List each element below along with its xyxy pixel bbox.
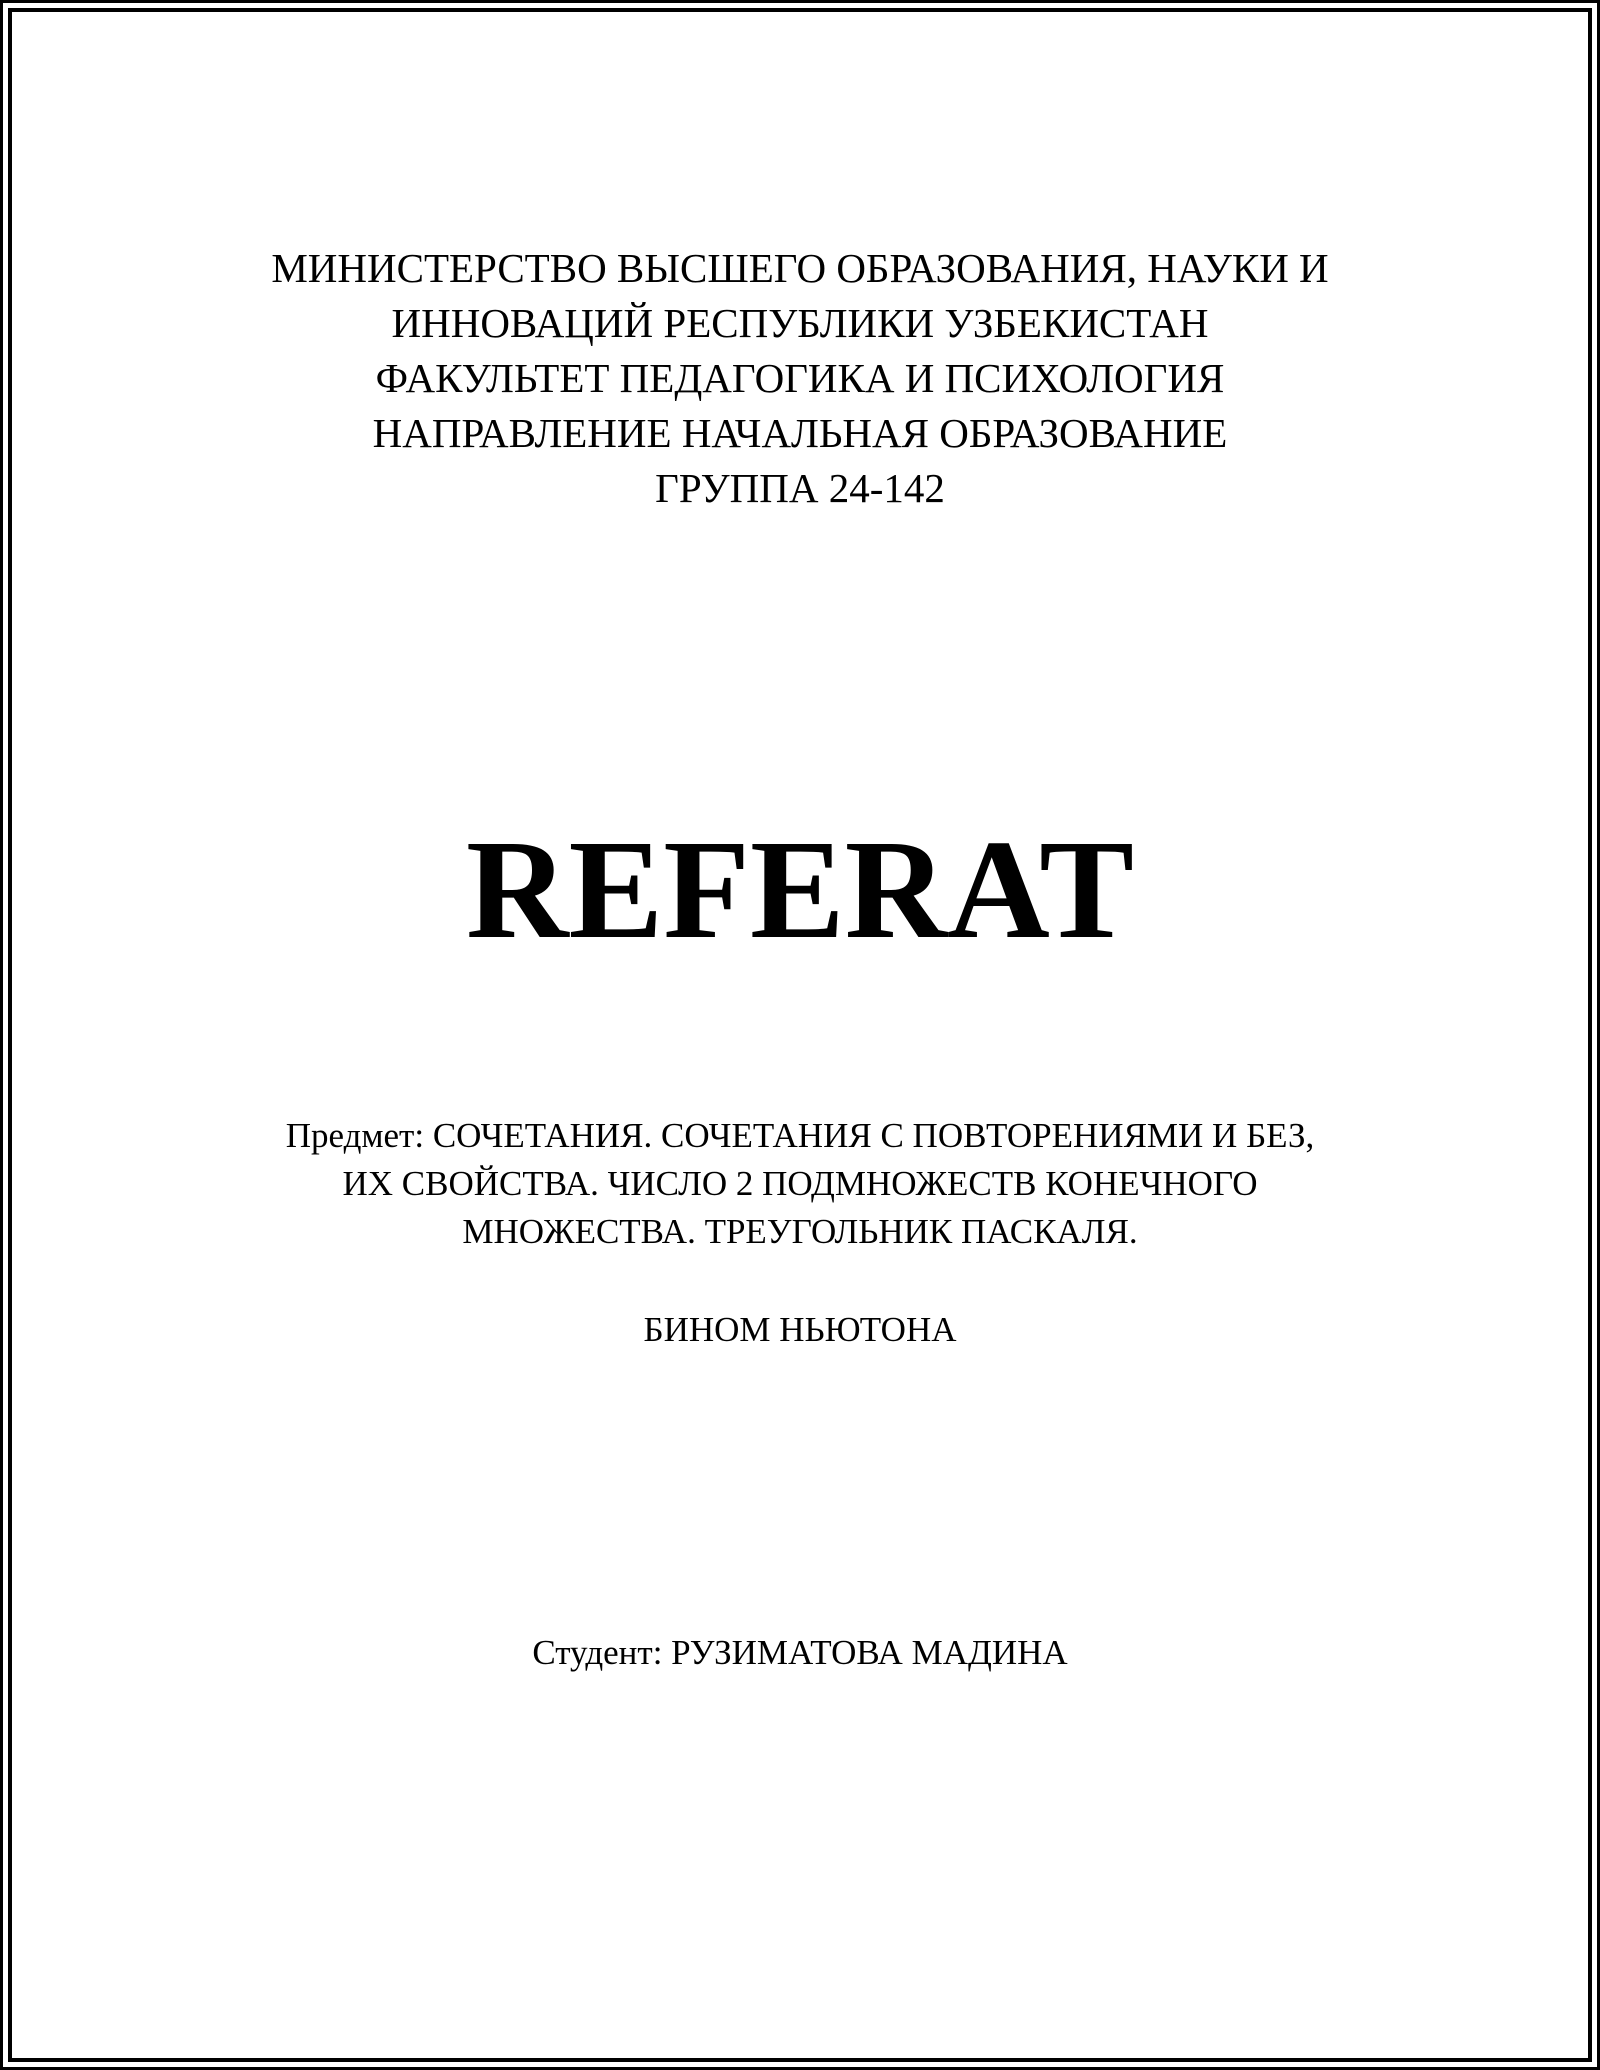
subject-extra	[0, 1306, 1600, 1354]
document-title-text: REFERAT	[466, 810, 1134, 968]
subject-extra-text: БИНОМ НЬЮТОНА	[643, 1310, 957, 1349]
institution-header	[0, 241, 1600, 516]
header-country-line: ИННОВАЦИЙ РЕСПУБЛИКИ УЗБЕКИСТАН	[391, 300, 1209, 346]
header-direction-line: НАПРАВЛЕНИЕ НАЧАЛЬНАЯ ОБРАЗОВАНИЕ	[372, 410, 1228, 456]
subject-line-1: Предмет: СОЧЕТАНИЯ. СОЧЕТАНИЯ С ПОВТОРЕНИЯМИ И БЕЗ,	[285, 1116, 1315, 1155]
subject-line-3: МНОЖЕСТВА. ТРЕУГОЛЬНИК ПАСКАЛЯ.	[462, 1212, 1138, 1251]
student-name: Студент: РУЗИМАТОВА МАДИНА	[532, 1633, 1068, 1672]
subject-line-2: ИХ СВОЙСТВА. ЧИСЛО 2 ПОДМНОЖЕСТВ КОНЕЧНОГО	[342, 1164, 1258, 1203]
subject-block	[0, 1112, 1600, 1256]
header-ministry-line: МИНИСТЕРСТВО ВЫСШЕГО ОБРАЗОВАНИЯ, НАУКИ И	[271, 245, 1329, 291]
header-group-line: ГРУППА 24-142	[655, 465, 945, 511]
student-info	[0, 1629, 1600, 1677]
header-faculty-line: ФАКУЛЬТЕТ ПЕДАГОГИКА И ПСИХОЛОГИЯ	[375, 355, 1225, 401]
document-title	[0, 810, 1600, 968]
